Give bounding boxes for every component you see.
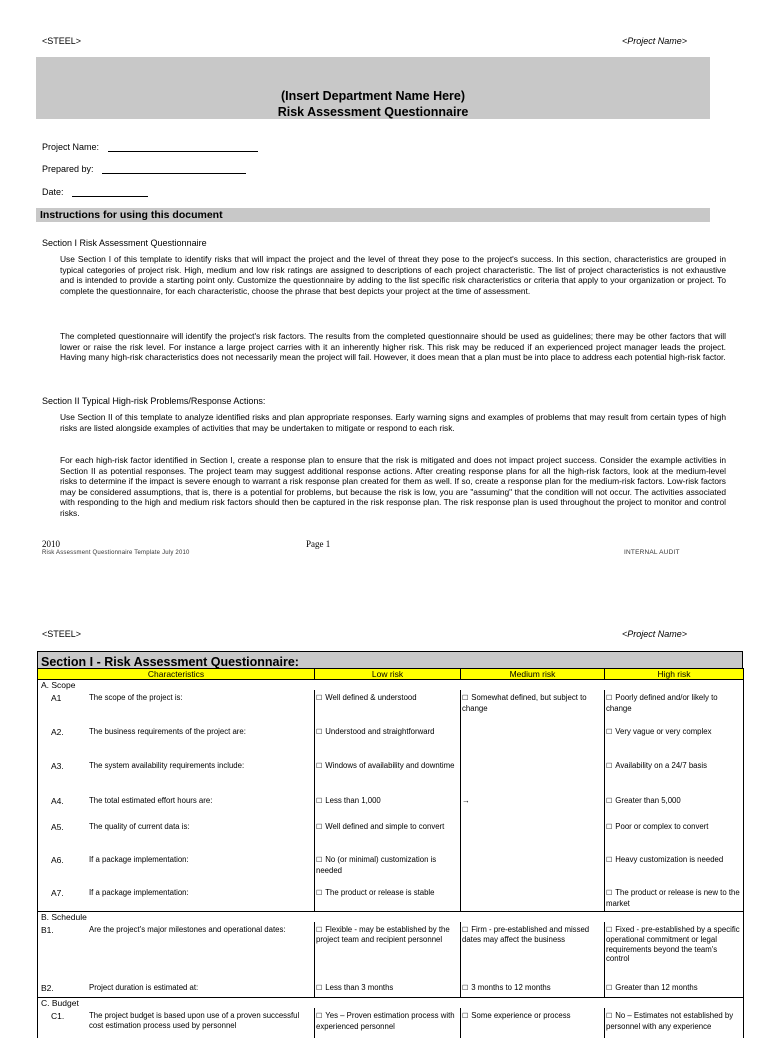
option-label: Windows of availability and downtime xyxy=(325,761,455,770)
item-text: If a package implementation: xyxy=(89,855,189,864)
group-row xyxy=(38,680,744,691)
checkbox-icon[interactable]: ☐ xyxy=(316,729,323,736)
high-risk-option[interactable] xyxy=(605,819,744,852)
characteristic-cell xyxy=(38,852,315,885)
characteristic-cell xyxy=(38,922,315,980)
item-text: Are the project's major milestones and operational dates: xyxy=(89,924,286,934)
footer-department: INTERNAL AUDIT xyxy=(624,549,680,556)
item-id: B1. xyxy=(41,924,54,935)
low-risk-option[interactable] xyxy=(315,690,461,724)
option-label: Some experience or process xyxy=(471,1011,571,1020)
characteristic-cell xyxy=(38,758,315,793)
table-row xyxy=(38,690,744,724)
questionnaire xyxy=(37,651,743,1038)
prepared-by-field[interactable] xyxy=(42,164,246,174)
option-label: Poor or complex to convert xyxy=(615,822,709,831)
group-label: A. Scope xyxy=(38,680,744,691)
header-steel: <STEEL> xyxy=(42,36,82,46)
instructions-heading: Instructions for using this document xyxy=(36,208,710,222)
checkbox-icon[interactable]: ☐ xyxy=(316,857,323,864)
table-row xyxy=(38,793,744,819)
characteristic-cell xyxy=(38,724,315,758)
checkbox-icon[interactable]: ☐ xyxy=(316,1013,323,1020)
date-field[interactable] xyxy=(42,187,148,197)
item-text: The system availability requirements include: xyxy=(89,761,245,770)
low-risk-option[interactable] xyxy=(315,922,461,980)
high-risk-option[interactable] xyxy=(605,724,744,758)
footer-year: 2010 xyxy=(42,539,60,549)
field-label: Date: xyxy=(42,187,64,197)
checkbox-icon[interactable]: ☐ xyxy=(606,890,613,897)
checkbox-icon[interactable]: ☐ xyxy=(606,926,613,934)
high-risk-option[interactable] xyxy=(605,758,744,793)
item-text: If a package implementation: xyxy=(89,888,189,897)
checkbox-icon[interactable]: ☐ xyxy=(606,857,613,864)
arrow-icon: → xyxy=(462,796,470,805)
characteristic-cell xyxy=(38,980,315,998)
group-label: B. Schedule xyxy=(38,911,744,922)
option-label: Less than 3 months xyxy=(325,982,394,992)
high-risk-option[interactable] xyxy=(605,922,744,980)
characteristic-cell xyxy=(38,819,315,852)
section-title: Section I - Risk Assessment Questionnaire: xyxy=(37,651,743,668)
col-high-risk: High risk xyxy=(605,669,744,680)
med-risk-option xyxy=(461,758,605,793)
high-risk-option[interactable] xyxy=(605,980,744,998)
med-risk-option[interactable] xyxy=(461,690,605,724)
item-id: C1. xyxy=(51,1011,65,1021)
section2-paragraph-2: For each high-risk factor identified in Section I, create a response plan to ensure that the risk is mitigated and does not impact project success. Consider the example activities in Section II as potential responses. The project team may suggest additional response actions. After creating response plans for all the high-risk factors, look at the medium-level risks to determine if the impact is severe enough to warrant a risk response plan created for them as well. If so, create a response plan for the medium-risk factors. Low-risk factors may be considered assumptions, that is, there is a potential for problems, but because the risk is low, you are "assuming" that the condition will not occur. The activities associated with responding to the high and medium risk factors should then be captured in the risk response plan. The risk response plan is used throughout the project to monitor and control risks. xyxy=(60,455,726,518)
table-row xyxy=(38,922,744,980)
option-label: Well defined and simple to convert xyxy=(325,822,445,831)
footer-page: Page 1 xyxy=(306,539,331,549)
med-risk-option xyxy=(461,852,605,885)
checkbox-icon[interactable]: ☐ xyxy=(606,763,613,770)
footer-template: Risk Assessment Questionnaire Template July 2010 xyxy=(42,550,190,556)
field-label: Project Name: xyxy=(42,142,100,152)
item-id: A6. xyxy=(51,855,64,865)
table-row xyxy=(38,724,744,758)
header-project-name: <Project Name> xyxy=(622,36,688,46)
med-risk-option[interactable] xyxy=(461,1008,605,1038)
high-risk-option[interactable] xyxy=(605,885,744,911)
header-project-name: <Project Name> xyxy=(622,629,688,639)
prepared-by-line[interactable] xyxy=(102,164,246,174)
low-risk-option[interactable] xyxy=(315,980,461,998)
table-row xyxy=(38,1008,744,1038)
table-row xyxy=(38,852,744,885)
item-text: Project duration is estimated at: xyxy=(89,982,199,992)
checkbox-icon[interactable]: ☐ xyxy=(316,763,323,770)
checkbox-icon[interactable]: ☐ xyxy=(606,1013,613,1020)
high-risk-option[interactable] xyxy=(605,1008,744,1038)
date-line[interactable] xyxy=(72,187,148,197)
low-risk-option[interactable] xyxy=(315,819,461,852)
section1-paragraph-1: Use Section I of this template to identify risks that will impact the project and the level of threat they pose to the project's success. In this section, characteristics are grouped in typical categories of project risk. High, medium and low risk ratings are assigned to descriptions of each project characteristic. The list of project characteristics is not exhaustive and is intended to provide a starting point only. Customize the questionnaire by adding to the list specific risk characteristics or criteria that apply to your organization or project. To complete the questionnaire, for each characteristic, choose the phrase that best depicts your project at the time of assessment. xyxy=(60,254,726,296)
option-label: Fixed - pre-established by a specific operational commitment or legal requirements beyond the team's control xyxy=(606,924,740,963)
option-label: Availability on a 24/7 basis xyxy=(615,761,708,770)
item-text: The quality of current data is: xyxy=(89,822,190,831)
low-risk-option[interactable] xyxy=(315,852,461,885)
option-label: Poorly defined and/or likely to change xyxy=(606,693,718,713)
option-label: Well defined & understood xyxy=(325,693,417,702)
low-risk-option[interactable] xyxy=(315,793,461,819)
checkbox-icon[interactable]: ☐ xyxy=(462,926,469,934)
col-characteristics: Characteristics xyxy=(38,669,315,680)
col-medium-risk: Medium risk xyxy=(461,669,605,680)
option-label: Understood and straightforward xyxy=(325,727,435,736)
item-text: The total estimated effort hours are: xyxy=(89,796,213,805)
option-label: Greater than 12 months xyxy=(615,982,698,992)
item-id: A7. xyxy=(51,888,64,898)
low-risk-option[interactable] xyxy=(315,1008,461,1038)
med-risk-option xyxy=(461,885,605,911)
option-label: Somewhat defined, but subject to change xyxy=(462,693,587,713)
item-text: The scope of the project is: xyxy=(89,693,183,702)
checkbox-icon[interactable]: ☐ xyxy=(462,695,469,702)
project-name-field[interactable] xyxy=(42,142,258,152)
table-header-row xyxy=(38,669,744,680)
characteristic-cell xyxy=(38,885,315,911)
med-risk-option xyxy=(461,819,605,852)
option-label: The product or release is new to the market xyxy=(606,888,740,908)
item-id: A3. xyxy=(51,761,64,771)
risk-table xyxy=(37,668,744,1038)
high-risk-option[interactable] xyxy=(605,852,744,885)
option-label: No (or minimal) customization is needed xyxy=(316,855,437,875)
checkbox-icon[interactable]: ☐ xyxy=(462,1013,469,1020)
option-label: Very vague or very complex xyxy=(615,727,712,736)
item-id: B2. xyxy=(41,982,54,993)
table-row xyxy=(38,885,744,911)
group-row xyxy=(38,911,744,922)
option-label: No – Estimates not established by personnel with any experience xyxy=(606,1011,734,1031)
option-label: Firm - pre-established and missed dates may affect the business xyxy=(462,924,590,944)
option-label: Heavy customization is needed xyxy=(615,855,724,864)
table-row xyxy=(38,819,744,852)
section2-title: Section II Typical High-risk Problems/Response Actions: xyxy=(42,396,266,406)
header-steel: <STEEL> xyxy=(42,629,82,639)
checkbox-icon[interactable]: ☐ xyxy=(316,984,323,992)
med-risk-option xyxy=(461,793,605,819)
checkbox-icon[interactable]: ☐ xyxy=(316,695,323,702)
table-row xyxy=(38,980,744,998)
checkbox-icon[interactable]: ☐ xyxy=(316,798,323,805)
group-label: C. Budget xyxy=(38,998,744,1009)
checkbox-icon[interactable]: ☐ xyxy=(316,890,323,897)
section2-paragraph-1: Use Section II of this template to analyze identified risks and plan appropriate responses. Early warning signs and examples of problems that may result from certain types of high risks are listed alongside examples of activities that may be undertaken to mitigate or respond to each risk. xyxy=(60,412,726,433)
med-risk-option[interactable] xyxy=(461,980,605,998)
option-label: Flexible - may be established by the project team and recipient personnel xyxy=(316,924,450,944)
project-name-line[interactable] xyxy=(108,142,258,152)
item-id: A4. xyxy=(51,796,64,806)
option-label: 3 months to 12 months xyxy=(471,982,551,992)
checkbox-icon[interactable]: ☐ xyxy=(606,798,613,805)
department-title: (Insert Department Name Here) xyxy=(280,89,466,103)
table-row xyxy=(38,758,744,793)
option-label: Yes – Proven estimation process with experienced personnel xyxy=(316,1011,455,1031)
group-row xyxy=(38,998,744,1009)
item-id: A1 xyxy=(51,693,62,703)
item-text: The project budget is based upon use of a proven successful cost estimation process used by personnel xyxy=(89,1011,300,1030)
high-risk-option[interactable] xyxy=(605,793,744,819)
characteristic-cell xyxy=(38,1008,315,1038)
option-label: Less than 1,000 xyxy=(325,796,381,805)
checkbox-icon[interactable]: ☐ xyxy=(606,984,613,992)
checkbox-icon[interactable]: ☐ xyxy=(606,824,613,831)
option-label: The product or release is stable xyxy=(325,888,435,897)
low-risk-option[interactable] xyxy=(315,885,461,911)
low-risk-option[interactable] xyxy=(315,758,461,793)
item-id: A2. xyxy=(51,727,64,737)
characteristic-cell xyxy=(38,690,315,724)
checkbox-icon[interactable]: ☐ xyxy=(606,695,613,702)
field-label: Prepared by: xyxy=(42,164,94,174)
med-risk-option[interactable] xyxy=(461,922,605,980)
checkbox-icon[interactable]: ☐ xyxy=(606,729,613,736)
col-low-risk: Low risk xyxy=(315,669,461,680)
option-label: Greater than 5,000 xyxy=(615,796,681,805)
checkbox-icon[interactable]: ☐ xyxy=(316,926,323,934)
document-title: Risk Assessment Questionnaire xyxy=(277,105,469,119)
section1-paragraph-2: The completed questionnaire will identify the project's risk factors. The results from the completed questionnaire should be used as guidelines; there may be other factors that will lower or raise the risk level. For instance a large project carries with it an inherently higher risk. This risk may be reduced if an experienced project manager leads the project. Having many high-risk characteristics does not necessarily mean the project will fail. However, it does mean that a plan must be into place to address each potential high-risk factor. xyxy=(60,331,726,363)
checkbox-icon[interactable]: ☐ xyxy=(316,824,323,831)
section1-title: Section I Risk Assessment Questionnaire xyxy=(42,238,207,248)
med-risk-option xyxy=(461,724,605,758)
characteristic-cell xyxy=(38,793,315,819)
item-id: A5. xyxy=(51,822,64,832)
item-text: The business requirements of the project are: xyxy=(89,727,246,736)
high-risk-option[interactable] xyxy=(605,690,744,724)
checkbox-icon[interactable]: ☐ xyxy=(462,984,469,992)
low-risk-option[interactable] xyxy=(315,724,461,758)
